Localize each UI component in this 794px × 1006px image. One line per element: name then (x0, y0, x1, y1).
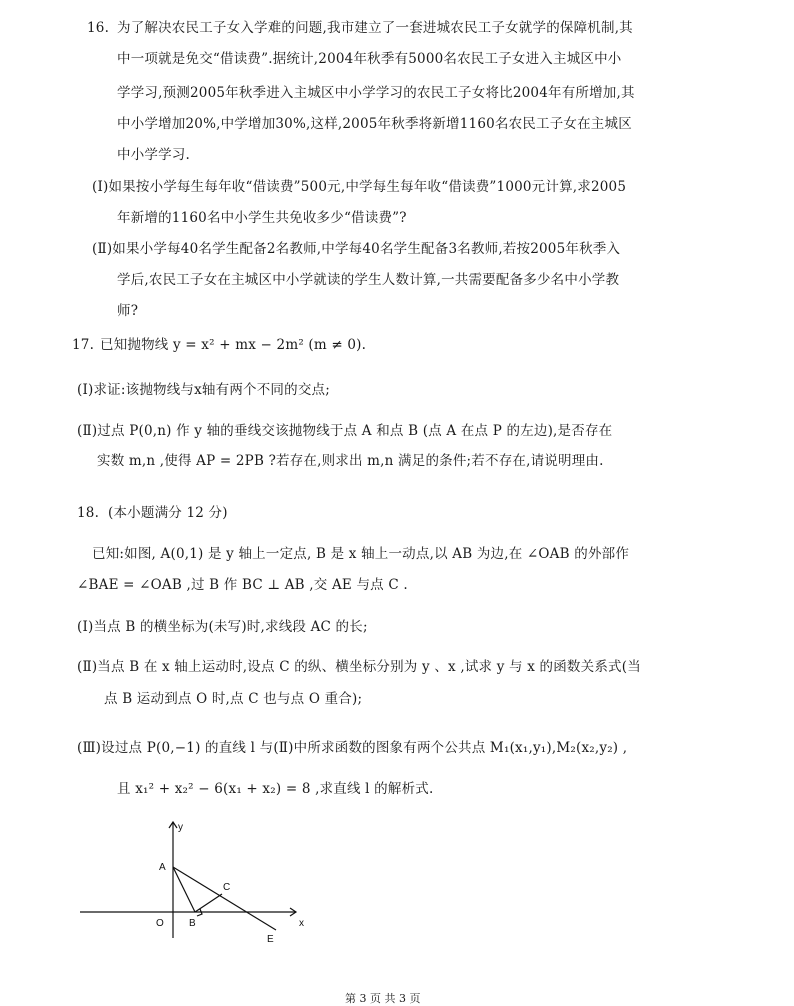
q16-stem-line-2: 中一项就是免交“借读费”.据统计,2004年秋季有5000名农民工子女进入主城区中小 (117, 51, 622, 67)
q16-part2-line-2: 学后,农民工子女在主城区中小学就读的学生人数计算,一共需要配备多少名中小学教 (117, 272, 620, 288)
q17-part2-line-1: (Ⅱ)过点 P(0,n) 作 y 轴的垂线交该抛物线于点 A 和点 B (点 A 在点 P 的左边),是否存在 (77, 423, 613, 439)
q16-number: 16. (87, 20, 110, 36)
q16-part2-line-3: 师? (117, 303, 139, 319)
label-C: C (223, 882, 231, 893)
segment-BC (195, 894, 222, 912)
q18-number: 18. (77, 505, 100, 521)
q16-stem-line-4: 中小学增加20%,中学增加30%,这样,2005年秋季将新增1160名农民工子女在主城区 (117, 116, 632, 132)
q17-number: 17. (72, 337, 95, 353)
q16-part1-line-1: (Ⅰ)如果按小学每生每年收“借读费”500元,中学每生每年收“借读费”1000元计算,求2005 (92, 179, 627, 195)
q18-part2-line-2: 点 B 运动到点 O 时,点 C 也与点 O 重合); (104, 691, 363, 707)
page-footer: 第 3 页 共 3 页 (345, 992, 421, 1005)
q17-stem: 已知抛物线 y = x² + mx − 2m² (m ≠ 0). (100, 337, 367, 353)
q17-part2-line-2: 实数 m,n ,使得 AP = 2PB ?若存在,则求出 m,n 满足的条件;若不存在,请说明理由. (97, 453, 604, 469)
label-O: O (156, 918, 164, 929)
label-E: E (267, 934, 274, 945)
q18-part3-line-2: 且 x₁² + x₂² − 6(x₁ + x₂) = 8 ,求直线 l 的解析式. (117, 781, 434, 797)
q17-part1: (Ⅰ)求证:该抛物线与x轴有两个不同的交点; (77, 382, 330, 398)
q18-score: (本小题满分 12 分) (108, 505, 228, 521)
coordinate-figure (74, 818, 314, 948)
q16-stem-line-3: 学学习,预测2005年秋季进入主城区中小学学习的农民工子女将比2004年有所增加,其 (117, 85, 635, 101)
label-x: x (299, 918, 304, 929)
label-y: y (178, 822, 183, 833)
q18-part1: (Ⅰ)当点 B 的横坐标为(未写)时,求线段 AC 的长; (77, 619, 368, 635)
q16-stem-line-5: 中小学学习. (117, 147, 190, 163)
label-A: A (159, 862, 166, 873)
q16-stem-line-1: 为了解决农民工子女入学难的问题,我市建立了一套进城农民工子女就学的保障机制,其 (117, 20, 633, 36)
q16-part1-line-2: 年新增的1160名中小学生共免收多少“借读费”? (117, 210, 407, 226)
q16-part2-line-1: (Ⅱ)如果小学每40名学生配备2名教师,中学每40名学生配备3名教师,若按2005年秋季入 (92, 241, 621, 257)
q18-stem-line-1: 已知:如图, A(0,1) 是 y 轴上一定点, B 是 x 轴上一动点,以 AB 为边,在 ∠OAB 的外部作 (92, 546, 630, 562)
q18-part2-line-1: (Ⅱ)当点 B 在 x 轴上运动时,设点 C 的纵、横坐标分别为 y 、x ,试求 y 与 x 的函数关系式(当 (77, 659, 641, 675)
q18-stem-line-2: ∠BAE = ∠OAB ,过 B 作 BC ⊥ AB ,交 AE 与点 C . (77, 577, 408, 593)
q18-part3-line-1: (Ⅲ)设过点 P(0,−1) 的直线 l 与(Ⅱ)中所求函数的图象有两个公共点 M₁(x₁,y₁),M₂(x₂,y₂) , (77, 740, 628, 756)
label-B: B (189, 918, 196, 929)
